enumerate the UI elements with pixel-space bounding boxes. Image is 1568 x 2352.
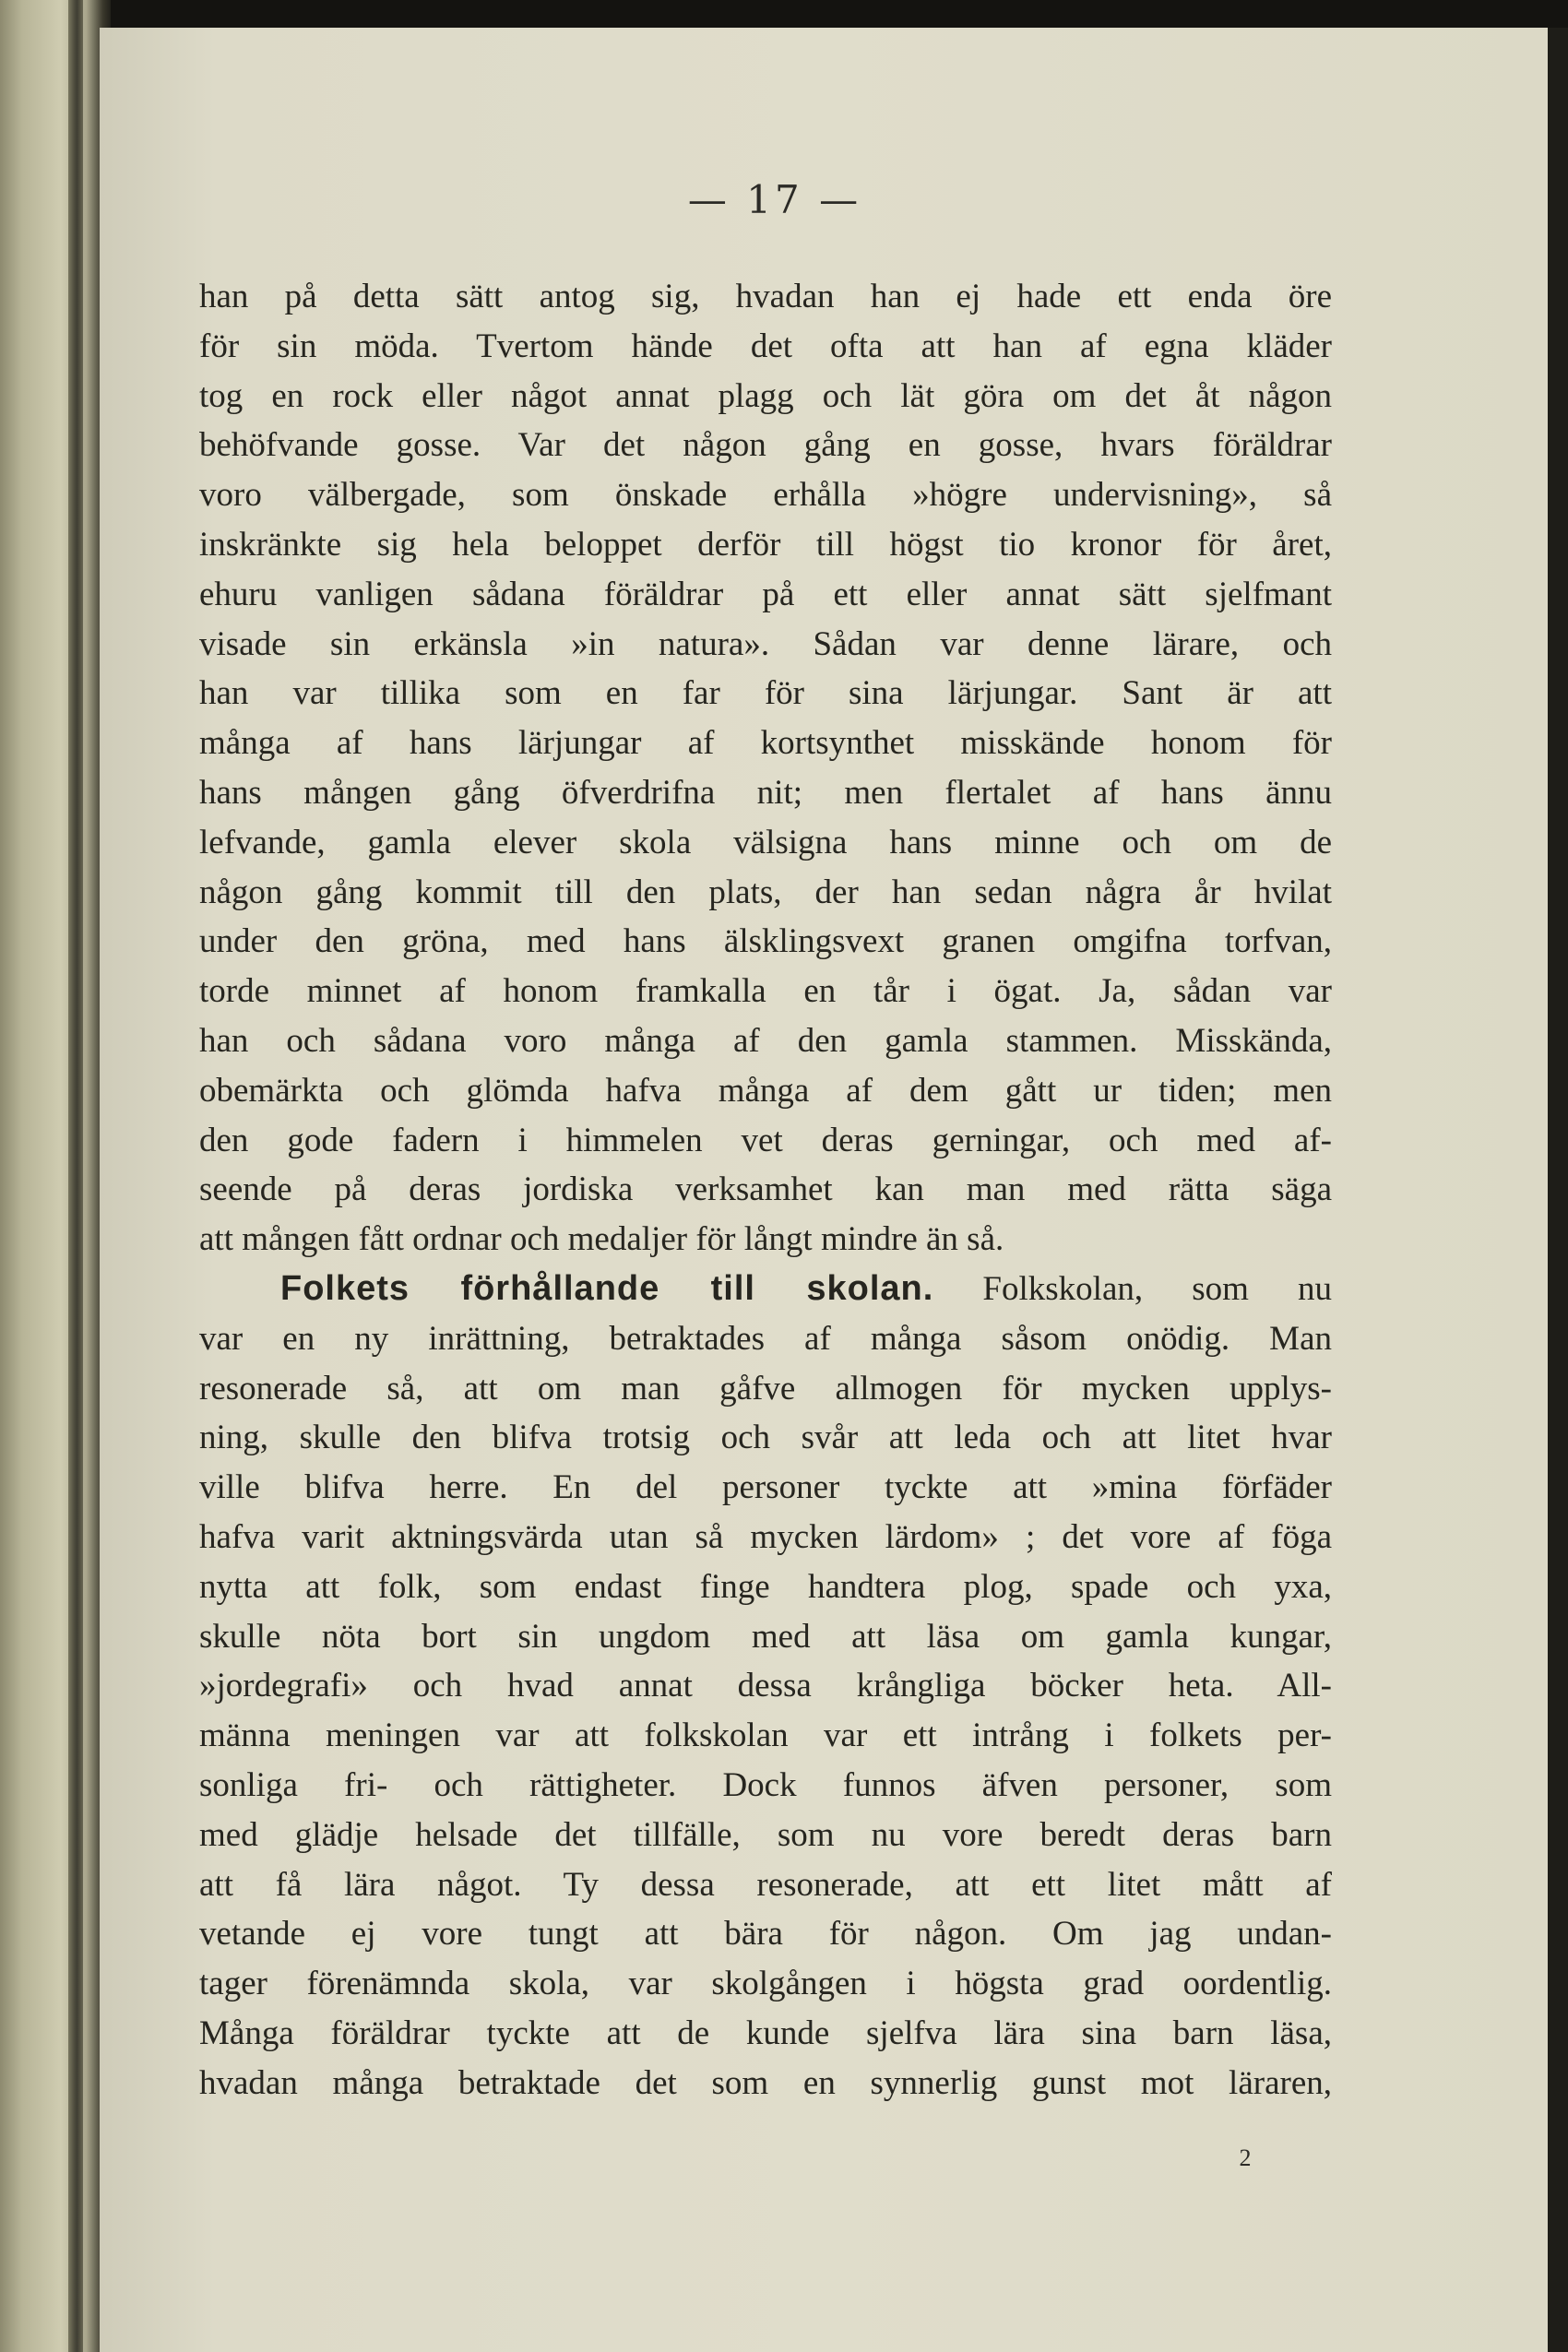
scan-top-border bbox=[0, 0, 1568, 28]
text-line: ville blifva herre. En del personer tyckte att »mina förfäder bbox=[199, 1468, 1332, 1507]
text-line: tog en rock eller något annat plagg och lät göra om det åt någon bbox=[199, 376, 1332, 415]
text-line: behöfvande gosse. Var det någon gång en gosse, hvars föräldrar bbox=[199, 426, 1332, 465]
text-line: ning, skulle den blifva trotsig och svår att leda och att litet hvar bbox=[199, 1419, 1332, 1457]
text-line: för sin möda. Tvertom hände det ofta att han af egna kläder bbox=[199, 327, 1332, 365]
text-line: voro välbergade, som önskade erhålla »högre undervisning», så bbox=[199, 476, 1332, 515]
signature-mark: 2 bbox=[1239, 2144, 1252, 2171]
text-line: hvadan många betraktade det som en synnerlig gunst mot läraren, bbox=[199, 2063, 1332, 2102]
book-spine bbox=[0, 0, 111, 2352]
text-line-fragment: Folkskolan, som nu bbox=[982, 1269, 1332, 1308]
text-line: han och sådana voro många af den gamla stammen. Misskända, bbox=[199, 1021, 1332, 1060]
text-line: han på detta sätt antog sig, hvadan han ej hade ett enda öre bbox=[199, 278, 1332, 315]
text-line: resonerade så, att om man gåfve allmogen för mycken upplys- bbox=[199, 1369, 1332, 1408]
text-line: han var tillika som en far för sina lärjungar. Sant är att bbox=[199, 674, 1332, 713]
binding-gutter bbox=[68, 0, 83, 2352]
text-line: många af hans lärjungar af kortsynthet misskände honom för bbox=[199, 724, 1332, 763]
text-line: under den gröna, med hans älsklingsvext granen omgifna torfvan, bbox=[199, 922, 1332, 961]
text-line: inskränkte sig hela beloppet derför till högst tio kronor för året, bbox=[199, 525, 1332, 564]
text-line: nytta att folk, som endast finge handtera plog, spade och yxa, bbox=[199, 1567, 1332, 1606]
text-line: att mången fått ordnar och medaljer för långt mindre än så. bbox=[199, 1220, 1004, 1259]
page-number: — 17 — bbox=[687, 177, 862, 222]
text-line: någon gång kommit till den plats, der han sedan några år hvilat bbox=[199, 873, 1332, 911]
text-line: vetande ej vore tungt att bära för någon. Om jag undan- bbox=[199, 1915, 1332, 1954]
scan-right-border bbox=[1548, 28, 1568, 2352]
section-heading-line bbox=[199, 1265, 1332, 1314]
text-line: hans mången gång öfverdrifna nit; men flertalet af hans ännu bbox=[199, 773, 1332, 812]
text-line: tager förenämnda skola, var skolgången i högsta grad oordentlig. bbox=[199, 1965, 1332, 2003]
text-line: männa meningen var att folkskolan var ett intrång i folkets per- bbox=[199, 1716, 1332, 1755]
body-text bbox=[199, 272, 1332, 2108]
text-line: med glädje helsade det tillfälle, som nu vore beredt deras barn bbox=[199, 1815, 1332, 1854]
text-line: sonliga fri- och rättigheter. Dock funnos äfven personer, som bbox=[199, 1765, 1332, 1804]
text-line: ehuru vanligen sådana föräldrar på ett eller annat sätt sjelfmant bbox=[199, 575, 1332, 613]
text-line: visade sin erkänsla »in natura». Sådan var denne lärare, och bbox=[199, 624, 1332, 663]
text-line: obemärkta och glömda hafva många af dem gått ur tiden; men bbox=[199, 1071, 1332, 1110]
text-line: Många föräldrar tyckte att de kunde sjelfva lära sina barn läsa, bbox=[199, 2013, 1332, 2052]
text-line: lefvande, gamla elever skola välsigna hans minne och om de bbox=[199, 823, 1332, 861]
text-line: hafva varit aktningsvärda utan så mycken lärdom» ; det vore af föga bbox=[199, 1517, 1332, 1556]
section-heading: Folkets förhållande till skolan. bbox=[280, 1268, 934, 1308]
text-line: skulle nöta bort sin ungdom med att läsa om gamla kungar, bbox=[199, 1617, 1332, 1656]
text-line: var en ny inrättning, betraktades af många såsom onödig. Man bbox=[199, 1319, 1332, 1358]
text-line: att få lära något. Ty dessa resonerade, att ett litet mått af bbox=[199, 1865, 1332, 1904]
text-line: torde minnet af honom framkalla en tår i ögat. Ja, sådan var bbox=[199, 972, 1332, 1011]
text-line: den gode fadern i himmelen vet deras gerningar, och med af- bbox=[199, 1121, 1332, 1159]
text-line: seende på deras jordiska verksamhet kan man med rätta säga bbox=[199, 1170, 1332, 1209]
text-line: »jordegrafi» och hvad annat dessa krångliga böcker heta. All- bbox=[199, 1667, 1332, 1705]
